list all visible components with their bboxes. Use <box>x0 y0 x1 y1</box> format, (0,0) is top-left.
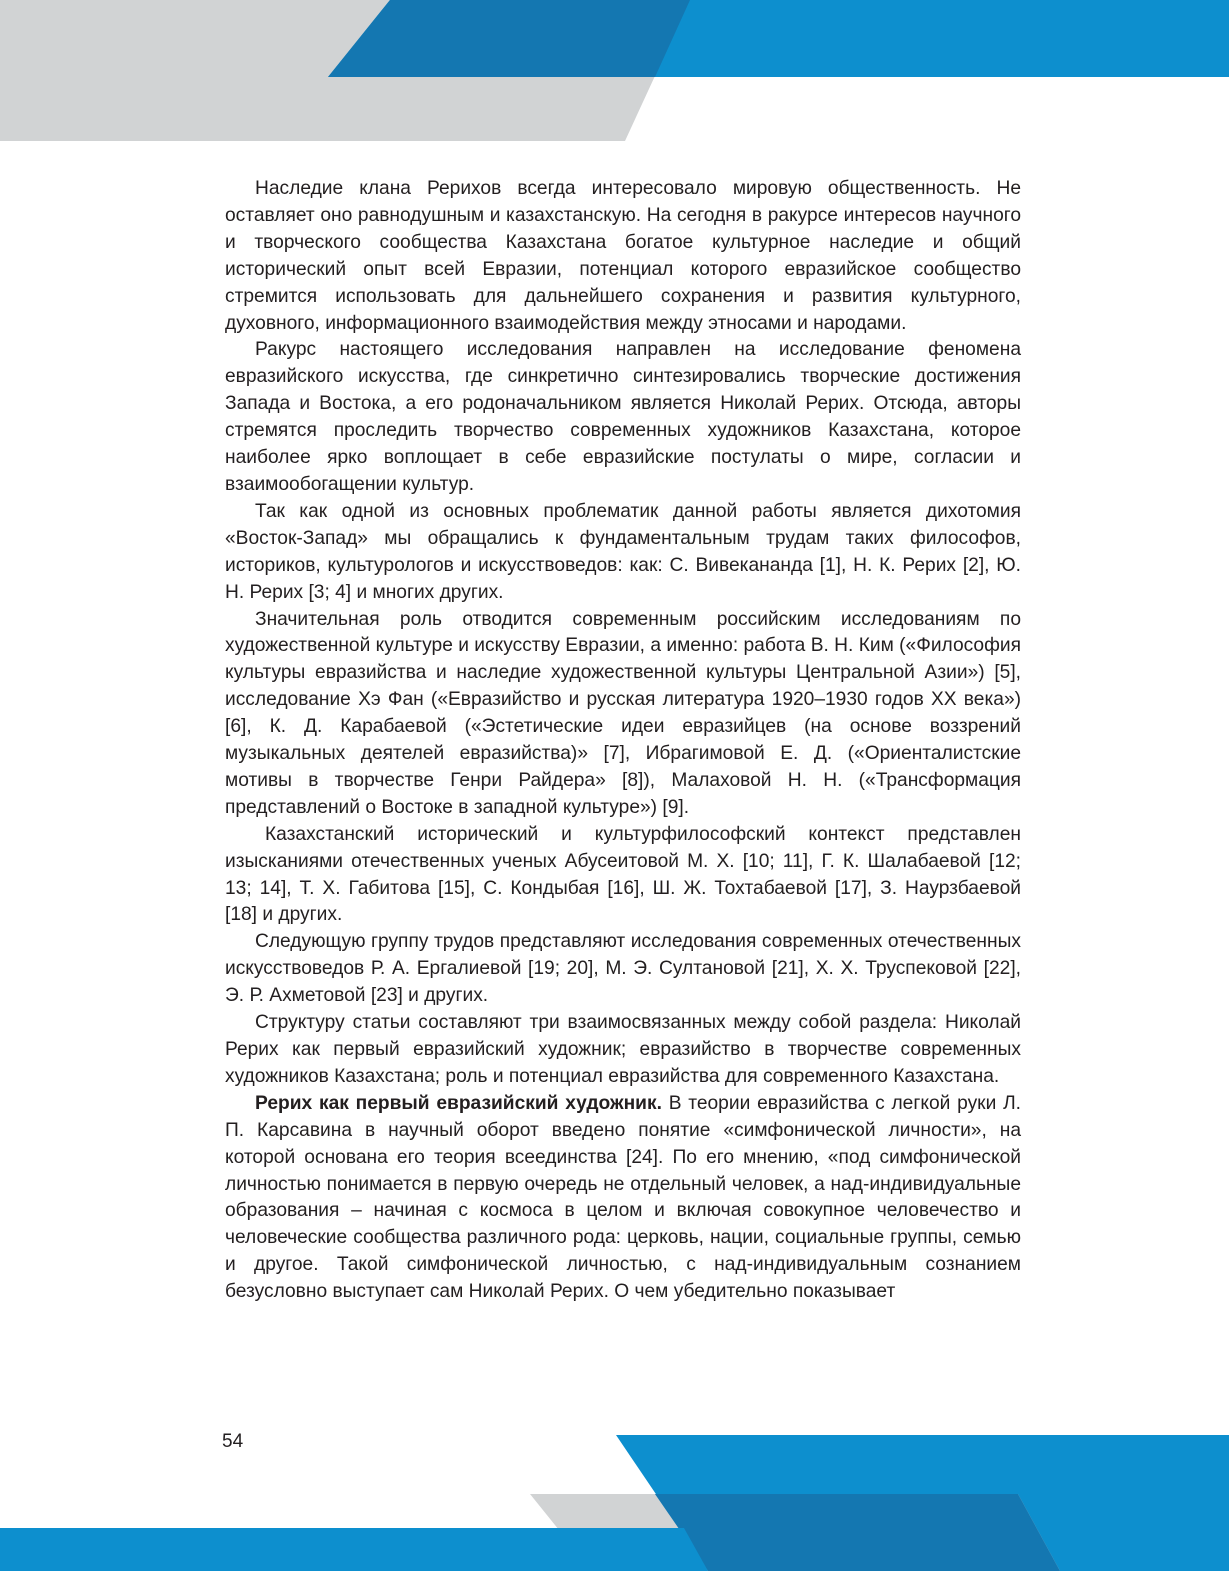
bottom-left-blue-strip <box>0 1528 708 1571</box>
bottom-blue-overlap <box>655 1494 1060 1571</box>
section-paragraph <box>225 1091 1021 1306</box>
paragraph: Казахстанский исторический и культурфилософский контекст представлен изысканиями отечественных ученых Абусеитовой М. Х. [10; 11], Г. К. Шалабаевой [12; 13; 14], Т. Х. Габитова [15], С. Кондыбая [16], Ш. Ж. Тохтабаевой [17], З. Наурзбаевой [18] и других. <box>225 823 1021 926</box>
paragraph: Следующую группу трудов представляют исследования современных отечественных искусствоведов Р. А. Ергалиевой [19; 20], М. Э. Султановой [21], Х. Х. Труспековой [22], Э. Р. Ахметовой [23] и других. <box>225 931 1021 1007</box>
top-blue-overlap <box>328 0 690 77</box>
page-number: 54 <box>222 1431 244 1452</box>
paragraph: Так как одной из основных проблематик данной работы является дихотомия «Восток-Запад» мы обращались к фундаментальным трудам таких философов, историков, культурологов и искусствоведов: как: С. Вивекананда [1], Н. К. Рерих [2], Ю. Н. Рерих [3; 4] и многих других. <box>225 500 1021 603</box>
section-heading: Рерих как первый евразийский художник. <box>255 1092 662 1114</box>
paragraph: Наследие клана Рерихов всегда интересовало мировую общественность. Не оставляет оно равнодушным и казахстанскую. На сегодня в ракурсе интересов научного и творческого сообщества Казахстана богатое культурное наследие и общий исторический опыт всей Евразии, потенциал которого евразийское сообщество стремится использовать для дальнейшего сохранения и развития культурного, духовного, информационного взаимодействия между этносами и народами. <box>225 178 1021 334</box>
paragraph: Ракурс настоящего исследования направлен на исследование феномена евразийского искусства, где синкретично синтезировались творческие достижения Запада и Востока, а его родоначальником является Николай Рерих. Отсюда, авторы стремятся проследить творчество современных художников Казахстана, которое наиболее ярко воплощает в себе евразийские постулаты о мире, согласии и взаимообогащении культур. <box>225 339 1021 495</box>
paragraph: Значительная роль отводится современным российским исследованиям по художественной культуре и искусству Евразии, а именно: работа В. Н. Ким («Философия культуры евразийства и наследие художественной культуры Центральной Азии») [5], исследование Хэ Фан («Евразийство и русская литература 1920–1930 годов XX века») [6], К. Д. Карабаевой («Эстетические идеи евразийцев (на основе воззрений музыкальных деятелей евразийства)» [7], Ибрагимовой Е. Д. («Ориенталистские мотивы в творчестве Генри Райдера» [8]), Малаховой Н. Н. («Трансформация представлений о Востоке в западной культуре») [9]. <box>225 608 1021 818</box>
article-body <box>225 176 1021 1306</box>
paragraph-text: В теории евразийства с легкой руки Л. П. Карсавина в научный оборот введено понятие «симфонической личности», на которой основана его теория всеединства [24]. По его мнению, «под симфонической личностью понимается в первую очередь не отдельный человек, а над-индивидуальные образования – начиная с космоса в целом и включая совокупное человечество и человеческие сообщества различного рода: церковь, нации, социальные группы, семью и другое. Такой симфонической личностью, с над-индивидуальным сознанием безусловно выступает сам Николай Рерих. О чем убедительно показывает <box>225 1092 1022 1303</box>
paragraph: Структуру статьи составляют три взаимосвязанных между собой раздела: Николай Рерих как первый евразийский художник; евразийство в творчестве современных художников Казахстана; роль и потенциал евразийства для современного Казахстана. <box>225 1012 1021 1087</box>
